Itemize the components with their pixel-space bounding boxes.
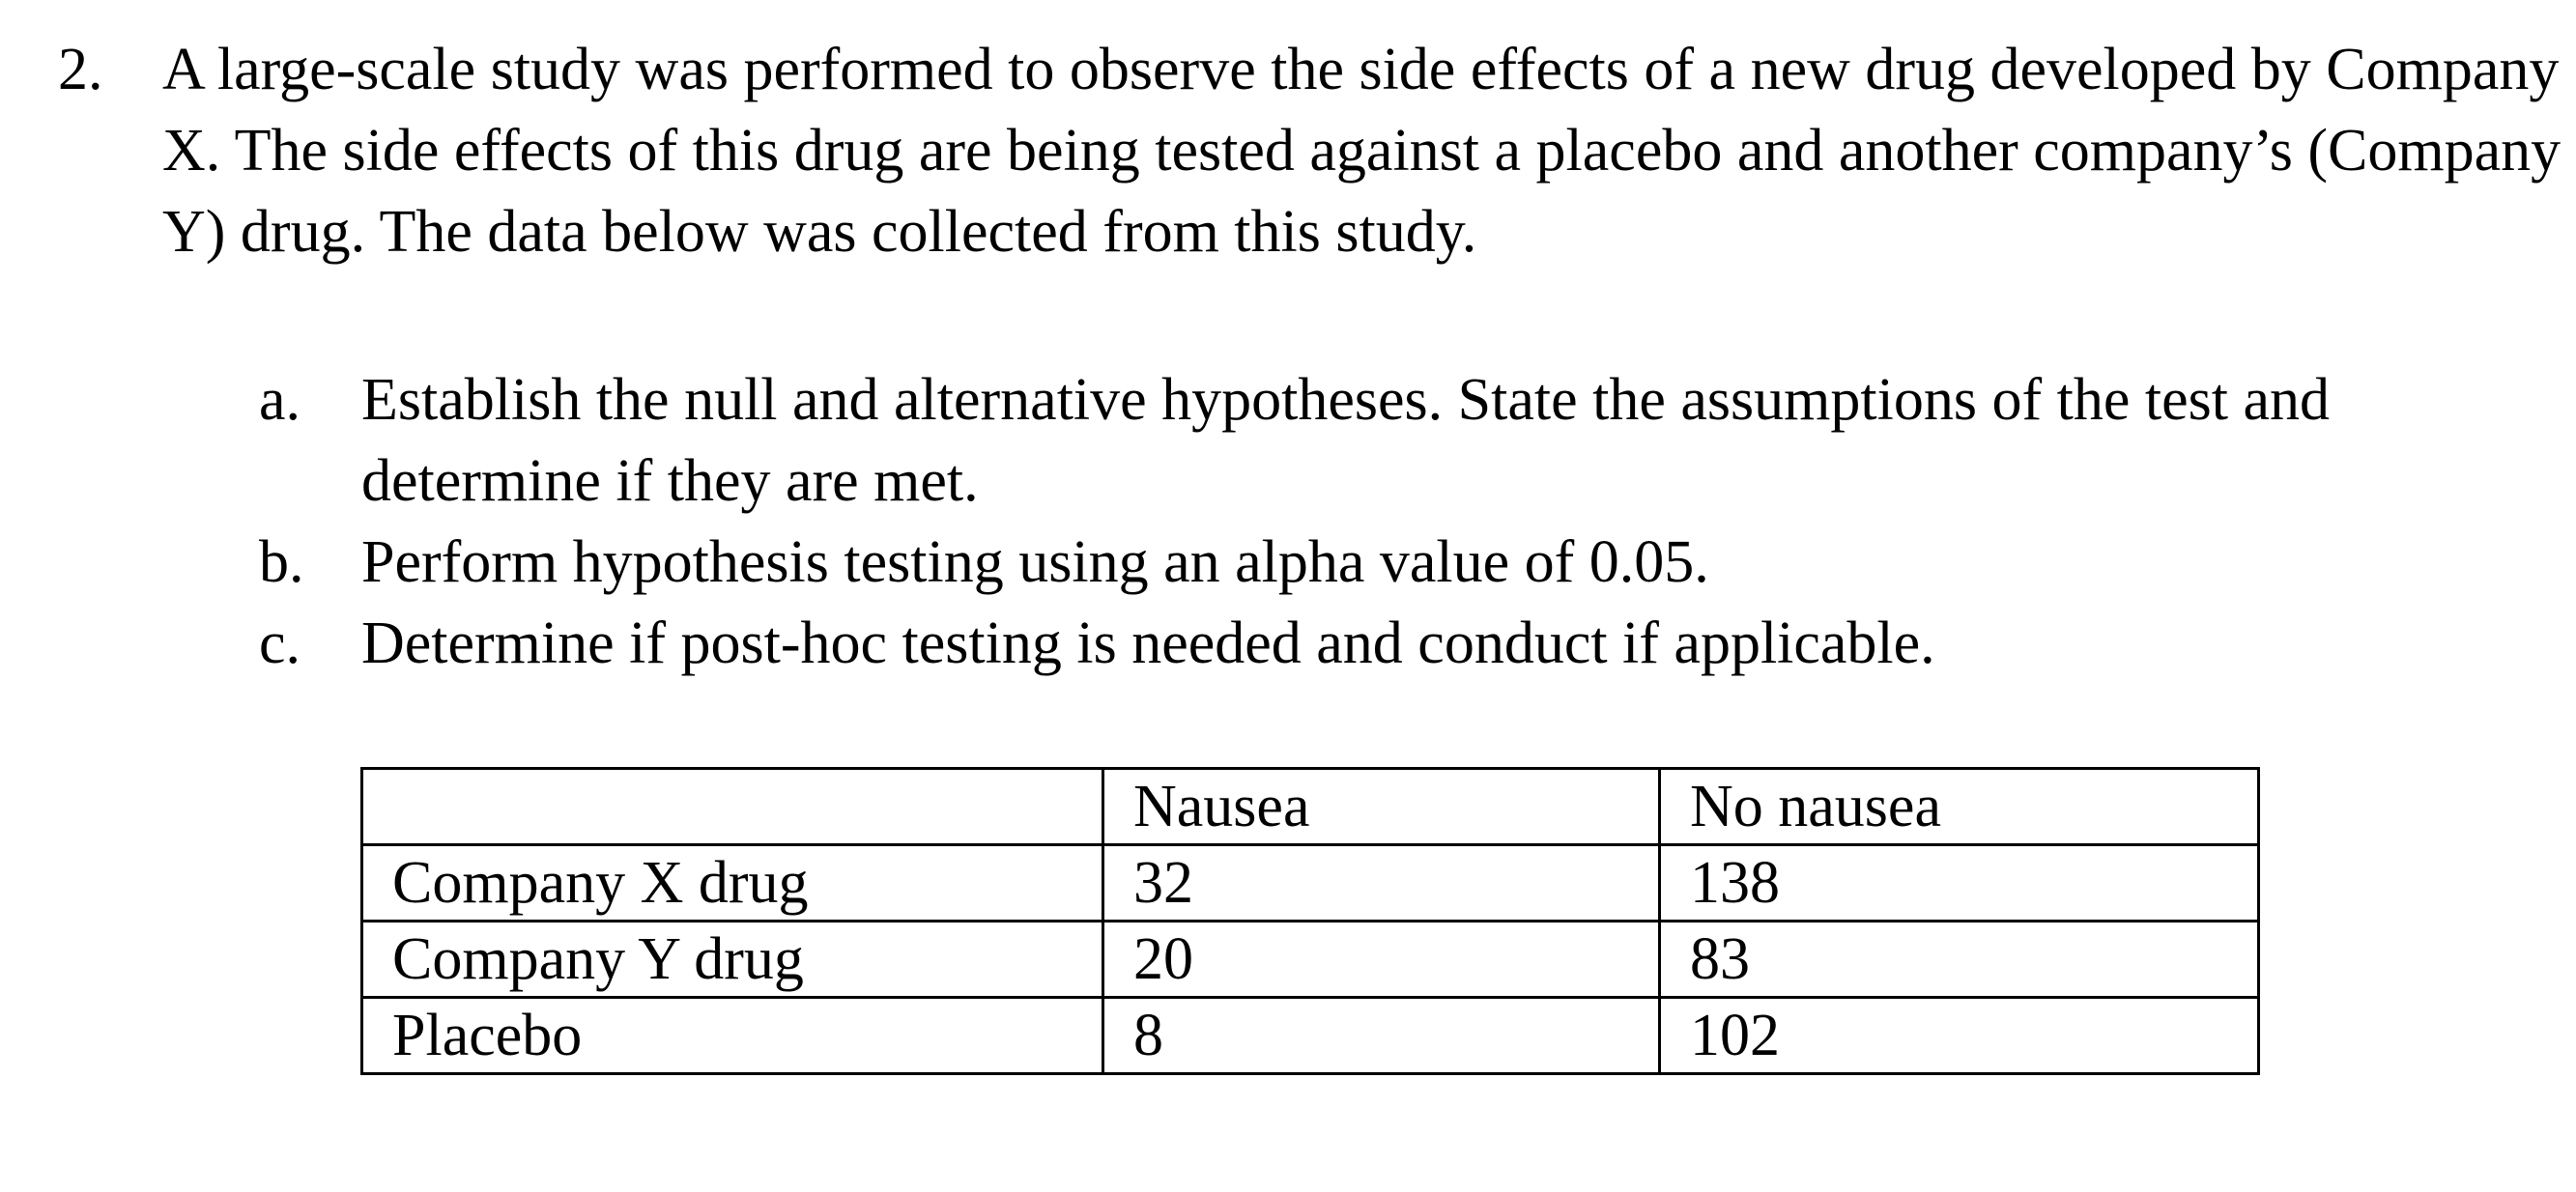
table-header-cell: Nausea bbox=[1103, 769, 1660, 845]
table-header-cell: No nausea bbox=[1660, 769, 2259, 845]
table-cell-label: Company X drug bbox=[362, 845, 1103, 922]
table-cell-label: Company Y drug bbox=[362, 922, 1103, 998]
part-b-text: Perform hypothesis testing using an alpha value of 0.05. bbox=[361, 529, 1709, 595]
table-row bbox=[362, 998, 2259, 1074]
part-a-letter: a. bbox=[259, 367, 301, 433]
part-c bbox=[259, 603, 2568, 684]
table-header-row bbox=[362, 769, 2259, 845]
data-table bbox=[360, 767, 2260, 1075]
table-cell: 102 bbox=[1660, 998, 2259, 1074]
question-text: A large-scale study was performed to observe the side effects of a new drug developed by Company X. The side effects of this drug are being tested against a placebo and another company’s (Company Y) drug. The data below was collected from this study. bbox=[162, 37, 2562, 265]
question-parts bbox=[259, 359, 2568, 684]
part-c-letter: c. bbox=[259, 610, 301, 676]
part-a bbox=[259, 359, 2568, 522]
part-c-text: Determine if post-hoc testing is needed and conduct if applicable. bbox=[361, 610, 1935, 676]
table-row bbox=[362, 845, 2259, 922]
question-number: 2. bbox=[58, 37, 103, 102]
table-cell: 138 bbox=[1660, 845, 2259, 922]
table-cell: 32 bbox=[1103, 845, 1660, 922]
part-a-text: Establish the null and alternative hypotheses. State the assumptions of the test and determine if they are met. bbox=[361, 367, 2330, 514]
part-b-letter: b. bbox=[259, 529, 304, 595]
table-cell: 83 bbox=[1660, 922, 2259, 998]
part-b bbox=[259, 522, 2568, 603]
table-cell: 8 bbox=[1103, 998, 1660, 1074]
question-2 bbox=[58, 29, 2561, 272]
table-cell: 20 bbox=[1103, 922, 1660, 998]
table-header-cell bbox=[362, 769, 1103, 845]
table-cell-label: Placebo bbox=[362, 998, 1103, 1074]
table-row bbox=[362, 922, 2259, 998]
